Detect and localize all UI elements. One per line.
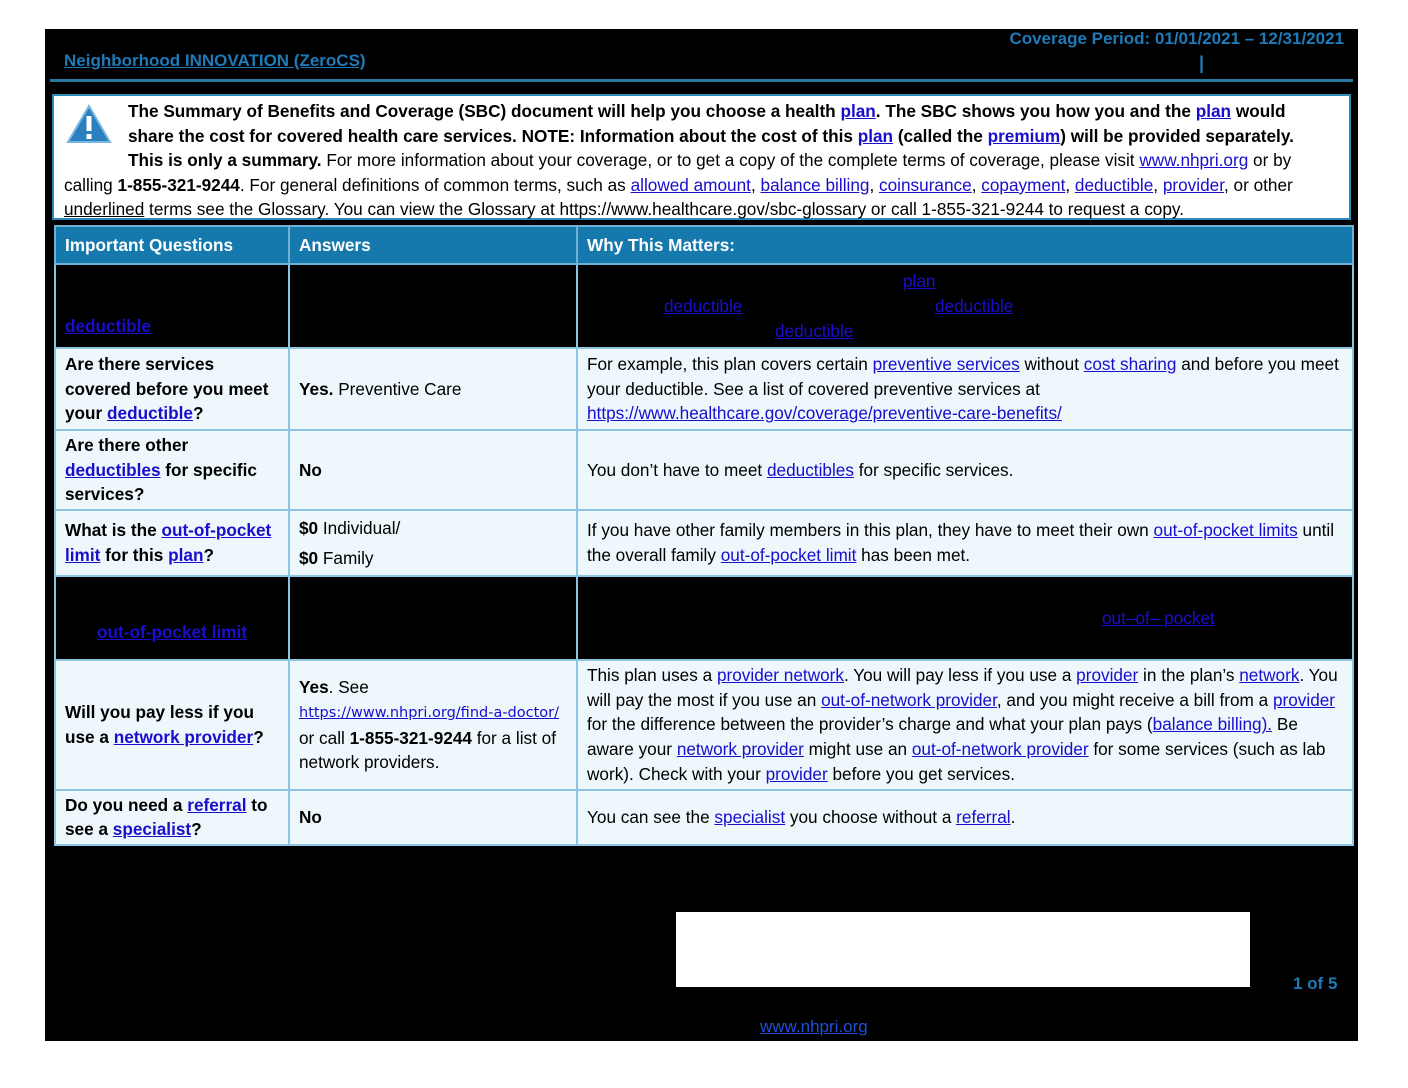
answer-cell: No — [289, 790, 577, 845]
balance-billing-link[interactable]: balance billing). — [1152, 714, 1273, 735]
deductible-link[interactable]: deductible — [65, 316, 151, 337]
network-provider-link[interactable]: network provider — [113, 726, 254, 747]
glossary-term-link[interactable]: deductible — [1074, 174, 1154, 195]
why-cell: For example, this plan covers certain preventive services without cost sharing and before you meet your deductible. See a list of covered preventive services at https://www.healthcare.gov/coverage/preventive-care-benefits/ — [577, 348, 1353, 430]
why-cell: You can see the specialist you choose without a referral. — [577, 790, 1353, 845]
deductibles-link[interactable]: deductibles — [766, 459, 854, 480]
out-of-network-provider-link[interactable]: out-of-network provider — [821, 689, 997, 710]
table-row — [55, 510, 1353, 576]
question-cell: Do you need a referral to see a specialist? — [55, 790, 289, 845]
question-cell: What is the out-of-pocket limit for this plan? — [55, 510, 289, 576]
plan-link[interactable]: plan — [903, 271, 936, 291]
provider-network-link[interactable]: provider network — [716, 665, 844, 686]
out-of-pocket-link[interactable]: out–of– pocket — [1102, 607, 1215, 628]
referral-link[interactable]: referral — [956, 807, 1011, 828]
out-of-pocket-limit-link[interactable]: out-of-pocket limit — [97, 622, 247, 643]
table-row-oop-exclusions — [55, 576, 1353, 660]
glossary-term-link[interactable]: balance billing — [760, 174, 870, 195]
answer-cell — [289, 576, 577, 660]
deductible-link[interactable]: deductible — [664, 296, 743, 316]
question-cell — [55, 576, 289, 660]
glossary-term-link[interactable]: provider — [1162, 174, 1224, 195]
blank-box — [676, 912, 1250, 987]
referral-link[interactable]: referral — [187, 794, 247, 815]
table-row — [55, 660, 1353, 790]
answer-cell: $0 Individual/ $0 Family — [289, 510, 577, 576]
column-header: Answers — [289, 226, 577, 264]
why-cell: You don’t have to meet deductibles for specific services. — [577, 430, 1353, 510]
answer-cell: Yes. See https://www.nhpri.org/find-a-doctor/ or call 1-855-321-9244 for a list of network providers. — [289, 660, 577, 790]
specialist-link[interactable]: specialist — [714, 807, 786, 828]
out-of-pocket-limits-link[interactable]: out-of-pocket limits — [1153, 520, 1298, 541]
plan-link[interactable]: plan — [1195, 101, 1232, 121]
notice-line-4: calling 1-855-321-9244. For general definitions of common terms, such as allowed amount, balance billing, coinsurance, copayment, deductible, provider, or other — [64, 174, 1293, 195]
notice-line-2: share the cost for covered health care services. NOTE: Information about the cost of this plan (called the premium) will be provided separately. — [128, 125, 1294, 146]
why-cell: If you have other family members in this plan, they have to meet their own out-of-pocket limits until the overall family out-of-pocket limit has been met. — [577, 510, 1353, 576]
header-separator: | — [1198, 53, 1204, 73]
premium-link[interactable]: premium — [987, 125, 1061, 146]
warning-triangle-icon — [66, 104, 112, 144]
footer-url-link[interactable]: www.nhpri.org — [760, 1017, 868, 1036]
table-row — [55, 790, 1353, 845]
table-row — [55, 348, 1353, 430]
nhpri-link[interactable]: www.nhpri.org — [1139, 150, 1249, 171]
out-of-pocket-limit-link[interactable]: out-of-pocket limit — [720, 544, 857, 565]
notice-line-3: This is only a summary. For more information about your coverage, or to get a copy of the complete terms of coverage, please visit www.nhpri.org or by — [128, 150, 1292, 171]
header-rule — [50, 79, 1353, 82]
answer-cell: Yes. Preventive Care — [289, 348, 577, 430]
question-cell: Are there services covered before you meet your deductible? — [55, 348, 289, 430]
question-cell — [55, 264, 289, 348]
deductible-link[interactable]: deductible — [775, 321, 854, 341]
network-provider-link[interactable]: network provider — [676, 739, 804, 760]
notice-line-5: underlined terms see the Glossary. You can view the Glossary at https://www.healthcare.gov/sbc-glossary or call 1-855-321-9244 to request a copy. — [64, 199, 1185, 220]
sbc-notice-box — [52, 94, 1351, 220]
plan-link[interactable]: plan — [857, 125, 894, 146]
deductible-link[interactable]: deductible — [107, 403, 193, 424]
out-of-pocket-limit-link[interactable]: out-of-pocket limit — [65, 520, 272, 565]
document-page — [45, 29, 1358, 1041]
table-row — [55, 430, 1353, 510]
notice-line-1: The Summary of Benefits and Coverage (SBC) document will help you choose a health plan. The SBC shows you how you and the plan would — [128, 101, 1286, 121]
plan-link[interactable]: plan — [168, 544, 204, 565]
table-row-deductible — [55, 264, 1353, 348]
preventive-services-link[interactable]: preventive services — [872, 354, 1020, 375]
question-cell: Will you pay less if you use a network provider? — [55, 660, 289, 790]
table-header-row — [55, 226, 1353, 264]
provider-link[interactable]: provider — [765, 763, 828, 784]
why-cell — [577, 264, 1353, 348]
answer-cell — [289, 264, 577, 348]
column-header: Important Questions — [55, 226, 289, 264]
glossary-term-link[interactable]: copayment — [981, 174, 1066, 195]
provider-link[interactable]: provider — [1272, 689, 1336, 710]
why-cell: This plan uses a provider network. You will pay less if you use a provider in the plan’s network. You will pay the most if you use an out-of-network provider, and you might receive a bill from a provider for the difference between the provider’s charge and what your plan pays (balance billing). Be aware your network provider might use an out-of-network provider for some services (such as lab work). Check with your provider before you get services. — [577, 660, 1353, 790]
preventive-care-url-link[interactable]: https://www.healthcare.gov/coverage/preventive-care-benefits/ — [587, 403, 1062, 424]
coverage-period: Coverage Period: 01/01/2021 – 12/31/2021 — [1009, 29, 1344, 48]
plan-name-header[interactable]: Neighborhood INNOVATION (ZeroCS) — [64, 51, 366, 70]
important-questions-table — [54, 225, 1354, 846]
find-a-doctor-link[interactable]: https://www.nhpri.org/find-a-doctor/ — [299, 705, 560, 722]
cost-sharing-link[interactable]: cost sharing — [1083, 354, 1177, 375]
page-number: 1 of 5 — [1293, 974, 1338, 993]
network-link[interactable]: network — [1239, 665, 1300, 686]
out-of-network-provider-link[interactable]: out-of-network provider — [911, 739, 1089, 760]
provider-link[interactable]: provider — [1076, 665, 1139, 686]
glossary-term-link[interactable]: allowed amount — [630, 174, 751, 195]
specialist-link[interactable]: specialist — [112, 819, 192, 840]
answer-cell: No — [289, 430, 577, 510]
question-cell: Are there other deductibles for specific services? — [55, 430, 289, 510]
why-cell — [577, 576, 1353, 660]
column-header: Why This Matters: — [577, 226, 1353, 264]
glossary-term-link[interactable]: coinsurance — [879, 174, 972, 195]
plan-link[interactable]: plan — [840, 101, 876, 121]
deductible-link[interactable]: deductible — [935, 296, 1014, 316]
deductibles-link[interactable]: deductibles — [65, 459, 161, 480]
